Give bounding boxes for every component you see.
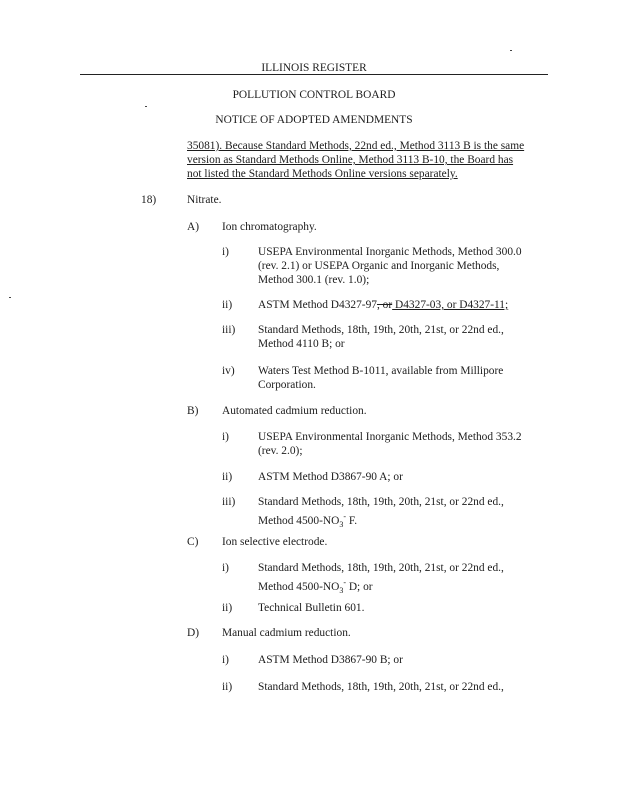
register-title: ILLINOIS REGISTER [261,62,367,74]
a-iv-line-1: Waters Test Method B-1011, available from Millipore [258,365,504,377]
d-ii-mark: ii) [222,681,233,693]
item-number: 18) [141,194,157,206]
header-rule [80,74,548,75]
a-i-line-3: Method 300.1 (rev. 1.0); [258,274,370,286]
a-ii-deleted-text: , or [376,299,393,311]
a-i-line-2: (rev. 2.1) or USEPA Organic and Inorganic Methods, [258,260,500,272]
section-c-label: Ion selective electrode. [222,536,328,548]
b-iii-line-2 [258,510,357,531]
section-b-label: Automated cadmium reduction. [222,405,367,417]
section-d-mark: D) [187,627,200,639]
c-i-subscript: 3 [339,586,344,596]
section-b-mark: B) [187,405,199,417]
d-i-mark: i) [222,654,229,666]
a-iv-mark: iv) [222,365,235,377]
a-iii-line-2: Method 4110 B; or [258,338,345,350]
b-iii-superscript: - [343,512,346,521]
scan-speck [9,297,11,298]
c-ii-line-1: Technical Bulletin 601. [258,602,365,614]
intro-line-3: not listed the Standard Methods Online versions separately. [187,168,458,180]
b-iii-line-1: Standard Methods, 18th, 19th, 20th, 21st, or 22nd ed., [258,496,504,508]
b-i-line-2: (rev. 2.0); [258,445,303,457]
b-iii-mark: iii) [222,496,236,508]
a-iii-line-1: Standard Methods, 18th, 19th, 20th, 21st, or 22nd ed., [258,324,504,336]
b-iii-subscript: 3 [339,520,344,530]
section-a-mark: A) [187,221,200,233]
c-ii-mark: ii) [222,602,233,614]
b-i-mark: i) [222,431,229,443]
board-title: POLLUTION CONTROL BOARD [232,89,396,101]
notice-title: NOTICE OF ADOPTED AMENDMENTS [215,114,413,126]
section-d-label: Manual cadmium reduction. [222,627,351,639]
c-i-method: Method 4500-NO [258,580,340,593]
d-ii-line-1: Standard Methods, 18th, 19th, 20th, 21st, or 22nd ed., [258,681,504,693]
section-c-mark: C) [187,536,199,548]
intro-line-2: version as Standard Methods Online, Method 3113 B-10, the Board has [187,154,514,166]
b-ii-mark: ii) [222,471,233,483]
scan-speck [510,50,512,51]
b-iii-method: Method 4500-NO [258,514,340,527]
section-a-label: Ion chromatography. [222,221,317,233]
c-i-line-1: Standard Methods, 18th, 19th, 20th, 21st, or 22nd ed., [258,562,504,574]
a-ii-text: ASTM Method D4327-97 [258,299,377,311]
d-i-line-1: ASTM Method D3867-90 B; or [258,654,403,666]
a-iii-mark: iii) [222,324,236,336]
item-label: Nitrate. [187,194,222,206]
a-i-mark: i) [222,246,229,258]
c-i-mark: i) [222,562,229,574]
a-ii-added-text: D4327-03, or D4327-11; [392,299,509,311]
c-i-line-2 [258,576,373,597]
b-ii-line-1: ASTM Method D3867-90 A; or [258,471,403,483]
intro-line-1: 35081). Because Standard Methods, 22nd ed., Method 3113 B is the same [187,140,525,152]
a-i-line-1: USEPA Environmental Inorganic Methods, Method 300.0 [258,246,522,258]
scan-speck [145,106,147,107]
b-iii-suffix: F. [345,514,358,527]
a-iv-line-2: Corporation. [258,379,316,391]
a-ii-mark: ii) [222,299,233,311]
c-i-suffix: D; or [345,580,373,593]
b-i-line-1: USEPA Environmental Inorganic Methods, Method 353.2 [258,431,522,443]
a-ii-line [258,299,508,312]
c-i-superscript: - [343,578,346,587]
